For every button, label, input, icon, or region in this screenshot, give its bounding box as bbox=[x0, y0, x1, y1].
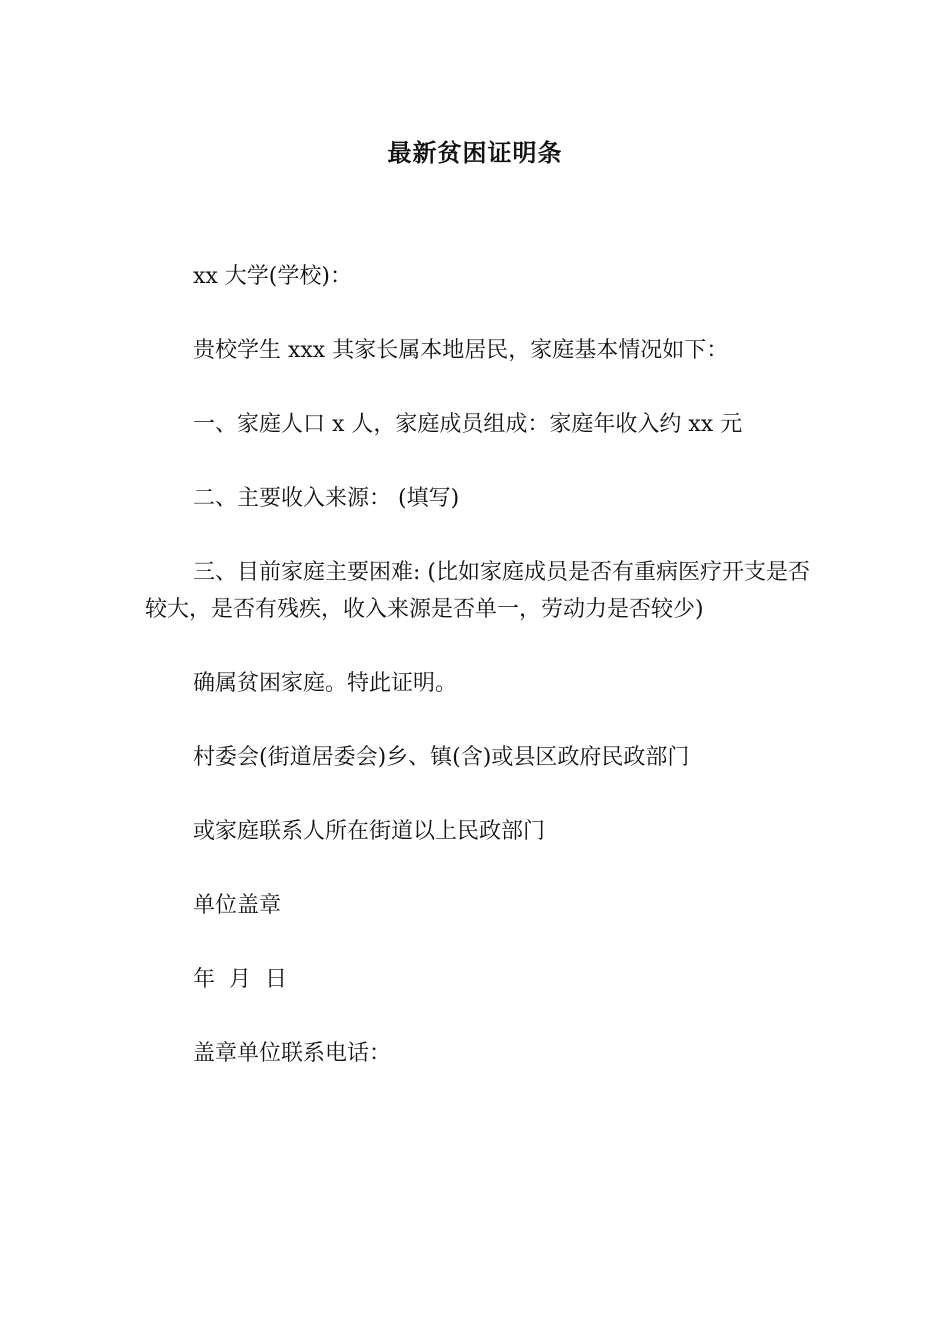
date-line: 年 月 日 bbox=[193, 967, 287, 992]
income-source-paragraph: 二、主要收入来源： (填写) bbox=[193, 486, 460, 511]
document-body bbox=[145, 258, 815, 1109]
issuer-paragraph: 村委会(街道居委会)乡、镇(含)或县区政府民政部门 bbox=[193, 745, 690, 770]
issuer-alt-paragraph: 或家庭联系人所在街道以上民政部门 bbox=[193, 819, 546, 844]
family-size-paragraph: 一、家庭人口 x 人，家庭成员组成：家庭年收入约 xx 元 bbox=[193, 412, 743, 437]
certification-paragraph: 确属贫困家庭。特此证明。 bbox=[193, 671, 458, 696]
salutation-paragraph: xx 大学(学校)： bbox=[193, 264, 352, 289]
seal-line: 单位盖章 bbox=[193, 893, 282, 918]
document-title: 最新贫困证明条 bbox=[387, 138, 563, 167]
difficulty-paragraph: 三、目前家庭主要困难: (比如家庭成员是否有重病医疗开支是否较大，是否有残疾，收入来源是否单一，劳动力是否较少) bbox=[145, 560, 810, 622]
intro-paragraph: 贵校学生 xxx 其家长属本地居民，家庭基本情况如下： bbox=[193, 338, 729, 363]
contact-phone-line: 盖章单位联系电话： bbox=[193, 1041, 392, 1066]
